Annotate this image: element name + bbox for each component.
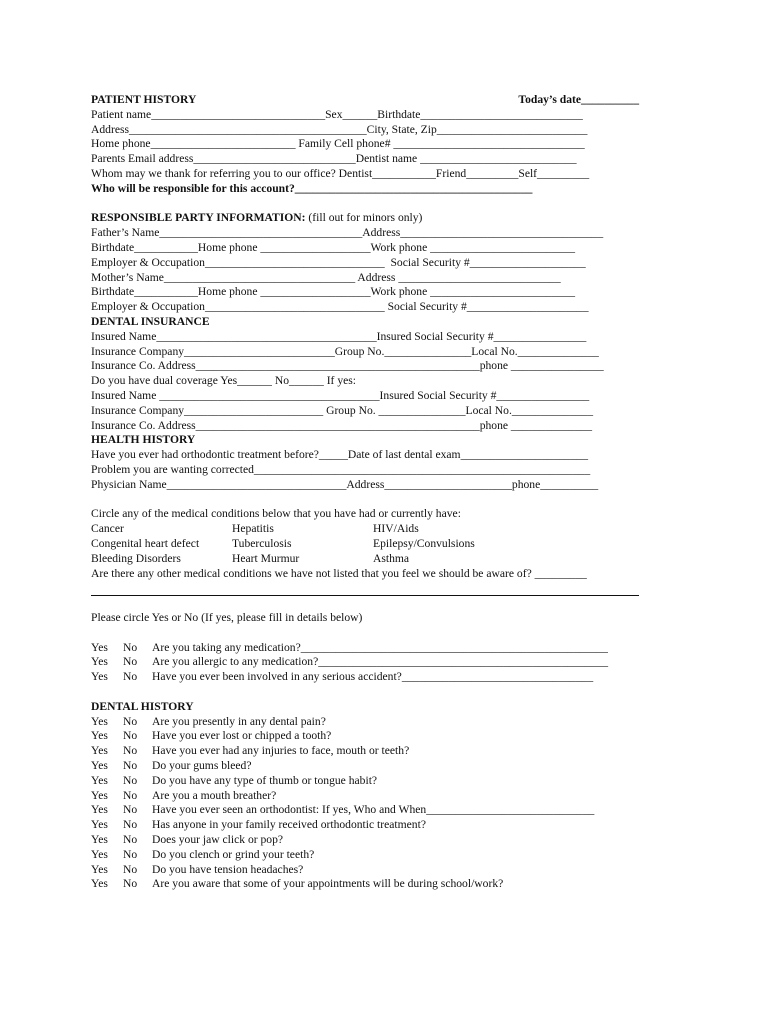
responsible-party-line[interactable]: Father’s Name___________________________________Address___________________________________ (91, 226, 604, 240)
no-option[interactable]: No (123, 670, 138, 684)
question-text: Are you aware that some of your appointments will be during school/work? (152, 877, 504, 891)
question-text: Are you a mouth breather? (152, 788, 277, 802)
health-history-section (91, 448, 639, 492)
question-text: Have you ever lost or chipped a tooth? (152, 729, 332, 743)
yes-no-question-row (91, 715, 639, 730)
yes-no-question-row (91, 774, 639, 789)
patient-info-line[interactable]: Whom may we thank for referring you to our office? Dentist___________Friend_________Self_________ (91, 166, 590, 180)
no-option[interactable]: No (123, 744, 138, 758)
no-option[interactable]: No (123, 862, 138, 876)
no-option[interactable]: No (123, 714, 138, 728)
medical-condition-option[interactable]: Cancer (91, 522, 124, 536)
medical-condition-option[interactable]: Bleeding Disorders (91, 551, 181, 565)
dental-insurance-heading: DENTAL INSURANCE (91, 314, 210, 328)
yes-option[interactable]: Yes (91, 759, 108, 773)
patient-info-line[interactable]: Home phone_________________________ Family Cell phone# _________________________________ (91, 137, 585, 151)
insurance-line[interactable]: Insurance Company________________________ Group No. _______________Local No.______________ (91, 403, 594, 417)
yes-option[interactable]: Yes (91, 833, 108, 847)
question-text: Are you allergic to any medication?__________________________________________________ (152, 655, 609, 669)
patient-info-section (91, 108, 639, 182)
dental-history-heading: DENTAL HISTORY (91, 699, 194, 713)
medical-conditions-list (91, 522, 639, 566)
form-header (91, 93, 639, 108)
responsible-party-heading-row (91, 211, 639, 226)
form-title: PATIENT HISTORY (91, 93, 197, 106)
medical-condition-option[interactable]: Hepatitis (232, 522, 274, 536)
yes-no-question-row (91, 744, 639, 759)
medical-condition-option[interactable]: Epilepsy/Convulsions (373, 536, 475, 550)
yes-option[interactable]: Yes (91, 773, 108, 787)
medical-condition-option[interactable]: Heart Murmur (232, 551, 300, 565)
yes-no-question-row (91, 729, 639, 744)
yes-no-question-row (91, 818, 639, 833)
condition-row (91, 552, 639, 567)
yes-option[interactable]: Yes (91, 818, 108, 832)
no-option[interactable]: No (123, 803, 138, 817)
todays-date-field[interactable]: Today’s date__________ (518, 93, 639, 106)
yes-no-question-row (91, 670, 639, 685)
yes-no-question-row (91, 877, 639, 892)
no-option[interactable]: No (123, 773, 138, 787)
responsible-account-field[interactable]: Who will be responsible for this account?_________________________________________ (91, 181, 533, 195)
responsible-party-line[interactable]: Mother’s Name_________________________________ Address ____________________________ (91, 270, 561, 284)
spacer (91, 596, 639, 611)
yes-option[interactable]: Yes (91, 847, 108, 861)
no-option[interactable]: No (123, 877, 138, 891)
yes-option[interactable]: Yes (91, 670, 108, 684)
dental-yes-no-questions (91, 715, 639, 893)
yes-option[interactable]: Yes (91, 862, 108, 876)
yes-option[interactable]: Yes (91, 788, 108, 802)
yes-option[interactable]: Yes (91, 655, 108, 669)
responsible-party-line[interactable]: Birthdate___________Home phone ___________________Work phone _________________________ (91, 285, 576, 299)
yes-no-question-row (91, 641, 639, 656)
condition-row (91, 537, 639, 552)
yes-option[interactable]: Yes (91, 744, 108, 758)
spacer (91, 626, 639, 641)
spacer (91, 685, 639, 700)
question-text: Do your gums bleed? (152, 759, 252, 773)
no-option[interactable]: No (123, 759, 138, 773)
health-yes-no-questions (91, 641, 639, 685)
no-option[interactable]: No (123, 640, 138, 654)
question-text: Do you have any type of thumb or tongue habit? (152, 773, 378, 787)
patient-history-form (91, 93, 639, 892)
question-text: Have you ever seen an orthodontist: If yes, Who and When_____________________________ (152, 803, 595, 817)
health-history-line[interactable]: Problem you are wanting corrected__________________________________________________________ (91, 462, 591, 476)
question-text: Have you ever had any injuries to face, mouth or teeth? (152, 744, 410, 758)
insurance-line[interactable]: Insurance Company__________________________Group No._______________Local No.______________ (91, 344, 599, 358)
question-text: Do you have tension headaches? (152, 862, 304, 876)
yes-option[interactable]: Yes (91, 640, 108, 654)
question-text: Are you presently in any dental pain? (152, 714, 326, 728)
insurance-line[interactable]: Insured Name______________________________________Insured Social Security #________________ (91, 329, 587, 343)
medical-condition-option[interactable]: Asthma (373, 551, 410, 565)
insurance-line[interactable]: Do you have dual coverage Yes______ No______ If yes: (91, 374, 356, 388)
no-option[interactable]: No (123, 655, 138, 669)
responsible-party-line[interactable]: Employer & Occupation_______________________________ Social Security #____________________ (91, 255, 586, 269)
yes-no-question-row (91, 863, 639, 878)
patient-info-line[interactable]: Address_________________________________________City, State, Zip__________________________ (91, 122, 588, 136)
no-option[interactable]: No (123, 729, 138, 743)
yes-no-question-row (91, 803, 639, 818)
responsible-party-note: (fill out for minors only) (305, 211, 423, 225)
health-history-line[interactable]: Physician Name_______________________________Address______________________phone__________ (91, 477, 599, 491)
patient-info-line[interactable]: Parents Email address____________________________Dentist name ___________________________ (91, 152, 577, 166)
patient-info-line[interactable]: Patient name______________________________Sex______Birthdate____________________________ (91, 107, 583, 121)
no-option[interactable]: No (123, 833, 138, 847)
no-option[interactable]: No (123, 788, 138, 802)
yes-option[interactable]: Yes (91, 729, 108, 743)
responsible-party-section (91, 226, 639, 315)
health-history-line[interactable]: Have you ever had orthodontic treatment before?_____Date of last dental exam______________________ (91, 448, 589, 462)
yes-no-question-row (91, 655, 639, 670)
yes-option[interactable]: Yes (91, 803, 108, 817)
yes-option[interactable]: Yes (91, 714, 108, 728)
yes-no-question-row (91, 833, 639, 848)
question-text: Do you clench or grind your teeth? (152, 847, 315, 861)
yes-no-question-row (91, 789, 639, 804)
other-conditions-answer-line[interactable] (91, 581, 639, 596)
medical-condition-option[interactable]: Congenital heart defect (91, 536, 200, 550)
responsible-party-line[interactable]: Birthdate___________Home phone ___________________Work phone _________________________ (91, 240, 576, 254)
question-text: Are you taking any medication?_____________________________________________________ (152, 640, 608, 654)
question-text: Have you ever been involved in any serious accident?_________________________________ (152, 670, 594, 684)
responsible-party-line[interactable]: Employer & Occupation_______________________________ Social Security #_____________________ (91, 300, 589, 314)
other-conditions-question[interactable]: Are there any other medical conditions we have not listed that you feel we should be aware of? _________ (91, 566, 587, 580)
yes-no-question-row (91, 848, 639, 863)
medical-condition-option[interactable]: HIV/Aids (373, 522, 419, 536)
medical-condition-option[interactable]: Tuberculosis (232, 536, 292, 550)
condition-row (91, 522, 639, 537)
insurance-line[interactable]: Insurance Co. Address_________________________________________________phone ______________ (91, 418, 593, 432)
health-history-heading: HEALTH HISTORY (91, 433, 196, 447)
yes-option[interactable]: Yes (91, 877, 108, 891)
dental-insurance-section (91, 330, 639, 434)
spacer (91, 493, 639, 508)
insurance-line[interactable]: Insured Name ______________________________________Insured Social Security #________________ (91, 388, 590, 402)
no-option[interactable]: No (123, 818, 138, 832)
question-text: Has anyone in your family received orthodontic treatment? (152, 818, 426, 832)
insurance-line[interactable]: Insurance Co. Address_________________________________________________phone ________________ (91, 359, 604, 373)
circle-conditions-instruction: Circle any of the medical conditions below that you have had or currently have: (91, 507, 461, 521)
yes-no-question-row (91, 759, 639, 774)
spacer (91, 197, 639, 212)
question-text: Does your jaw click or pop? (152, 833, 284, 847)
responsible-party-heading: RESPONSIBLE PARTY INFORMATION: (91, 211, 306, 225)
yes-no-instruction: Please circle Yes or No (If yes, please fill in details below) (91, 611, 363, 625)
no-option[interactable]: No (123, 847, 138, 861)
